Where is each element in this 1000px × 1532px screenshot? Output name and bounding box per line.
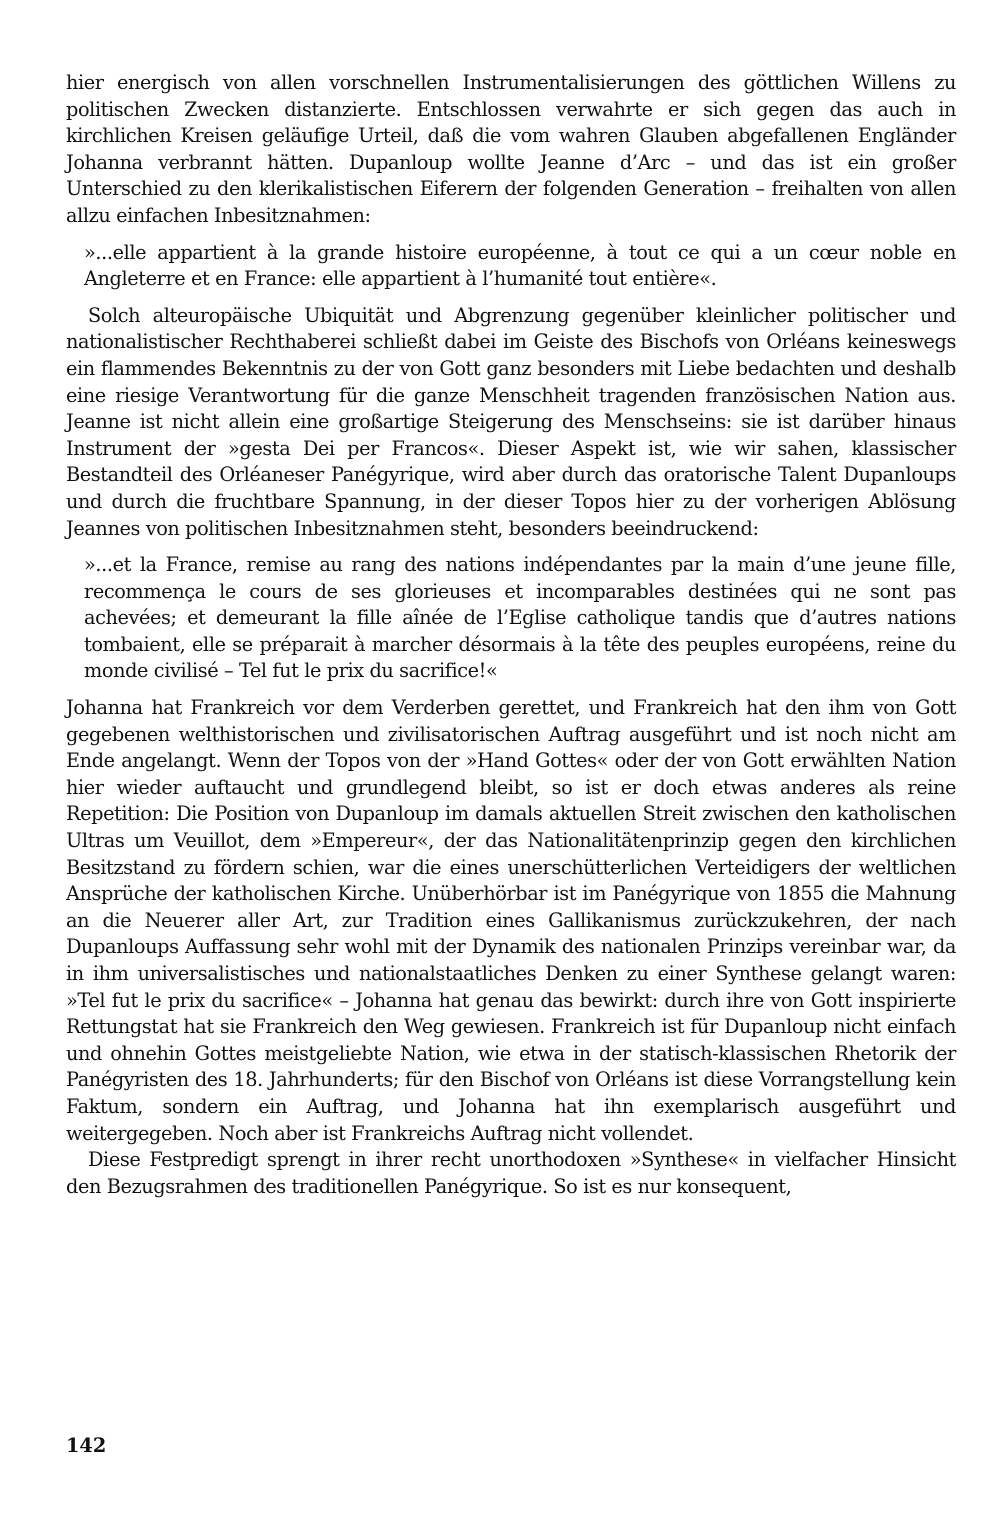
paragraph-2: Solch alteuropäische Ubiquität und Abgrenzung gegenüber kleinlicher politischer und nationalistischer Rechthaberei schließt dabei im Geiste des Bischofs von Orléans keineswegs ein flammendes Bekenntnis zu der von Gott ganz besonders mit Liebe bedachten und deshalb eine riesige Verantwortung für die ganze Menschheit tragenden französischen Nation aus. Jeanne ist nicht allein eine großartige Steigerung des Menschseins: sie ist darüber hinaus Instrument der »gesta Dei per Francos«. Dieser Aspekt ist, wie wir sahen, klassischer Bestandteil des Orléaneser Panégyrique, wird aber durch das oratorische Talent Dupanloups und durch die fruchtbare Spannung, in der dieser Topos hier zu der vorherigen Ablösung Jeannes von politischen Inbesitznahmen steht, besonders beeindruckend: — [66, 303, 956, 540]
paragraph-3: Johanna hat Frankreich vor dem Verderben gerettet, und Frankreich hat den ihm von Gott gegebenen welthistorischen und zivilisatorischen Auftrag ausgeführt und ist noch nicht am Ende angelangt. Wenn der Topos von der »Hand Gottes« oder der von Gott erwählten Nation hier wieder auftaucht und grundlegend bleibt, so ist er doch etwas anderes als reine Repetition: Die Position von Dupanloup im damals aktuellen Streit zwischen den katholischen Ultras um Veuillot, dem »Empereur«, der das Nationalitätenprinzip gegen den kirchlichen Besitzstand zu fördern schien, war die eines unerschütterlichen Verteidigers der weltlichen Ansprüche der katholischen Kirche. Unüberhörbar ist im Panégyrique von 1855 die Mahnung an die Neuerer aller Art, zur Tradition eines Gallikanismus zurückzukehren, der nach Dupanloups Auffassung sehr wohl mit der Dynamik des nationalen Prinzips vereinbar war, da in ihm universalistisches und nationalstaatliches Denken zu einer Synthese gelangt waren: »Tel fut le prix du sacrifice« – Johanna hat genau das bewirkt: durch ihre von Gott inspirierte Rettungstat hat sie Frankreich den Weg gewiesen. Frankreich ist für Dupanloup nicht einfach und ohnehin Gottes meistgeliebte Nation, wie etwa in der statisch-klassischen Rhetorik der Panégyristen des 18. Jahrhunderts; für den Bischof von Orléans ist diese Vorrangstellung kein Faktum, sondern ein Auftrag, und Johanna hat ihn exemplarisch ausgeführt und weitergegeben. Noch aber ist Frankreichs Auftrag nicht vollendet. — [66, 696, 956, 1145]
page-number: 142 — [66, 1434, 107, 1457]
paragraph-4: Diese Festpredigt sprengt in ihrer recht unorthodoxen »Synthese« in vielfacher Hinsicht den Bezugsrahmen des traditionellen Panégyrique. So ist es nur konsequent, — [66, 1148, 956, 1198]
page-body — [66, 70, 956, 1200]
block-quote-2: »...et la France, remise au rang des nations indépendantes par la main d’une jeune fille, recommença le cours de ses glorieuses et incomparables destinées qui ne sont pas achevées; et demeurant la fille aînée de l’Eglise catholique tandis que d’autres nations tombaient, elle se préparait à marcher désormais à la tête des peuples européens, reine du monde civilisé – Tel fut le prix du sacrifice!« — [84, 553, 956, 683]
block-quote-1: »...elle appartient à la grande histoire européenne, à tout ce qui a un cœur noble en Angleterre et en France: elle appartient à l’humanité tout entière«. — [84, 240, 956, 291]
paragraph-1: hier energisch von allen vorschnellen Instrumentalisierungen des göttlichen Willens zu politischen Zwecken distanzierte. Entschlossen verwahrte er sich gegen das auch in kirchlichen Kreisen geläufige Urteil, daß die vom wahren Glauben abgefallenen Engländer Johanna verbrannt hätten. Dupanloup wollte Jeanne d’Arc – und das ist ein großer Unterschied zu den klerikalistischen Eiferern der folgenden Generation – freihalten von allen allzu einfachen Inbesitznahmen: — [66, 71, 956, 227]
